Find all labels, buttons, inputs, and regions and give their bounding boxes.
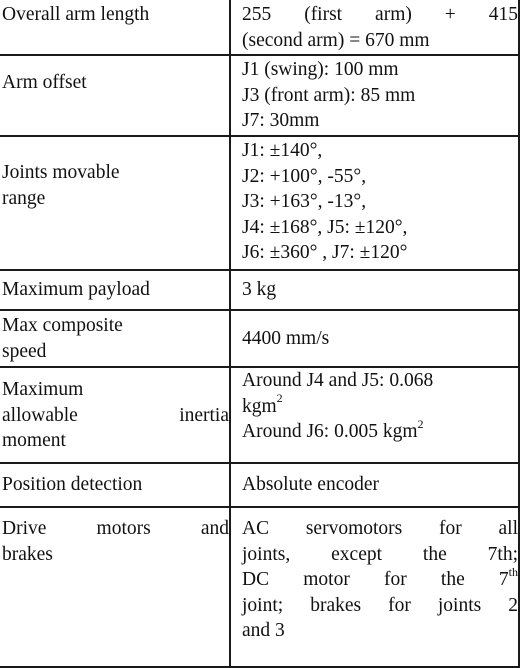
table-row — [0, 55, 519, 136]
param-cell — [0, 0, 230, 55]
param-label: Overall arm length — [2, 4, 150, 25]
value-cell — [230, 507, 519, 667]
value-text: joints, except the 7th; — [242, 543, 518, 565]
table-row — [0, 270, 519, 310]
value-text: J1 (swing): 100 mm — [242, 59, 399, 80]
param-cell — [0, 507, 230, 667]
table-row — [0, 310, 519, 367]
param-label: brakes — [2, 543, 53, 565]
param-label: Position detection — [2, 474, 143, 496]
table-row — [0, 507, 519, 667]
param-label: Arm offset — [2, 72, 87, 93]
value-text: Around J4 and J5: 0.068 — [242, 370, 434, 391]
value-text: 3 kg — [242, 279, 277, 301]
param-label: range — [2, 187, 46, 209]
value-text: joint; brakes for joints 2 — [242, 594, 518, 616]
param-label: Max composite — [2, 315, 123, 336]
value-cell — [230, 310, 519, 367]
value-text: and 3 — [242, 620, 285, 641]
value-text: J7: 30mm — [242, 110, 320, 131]
param-cell — [0, 55, 230, 136]
value-cell — [230, 0, 519, 55]
param-cell — [0, 310, 230, 367]
table-row — [0, 367, 519, 463]
value-text: Absolute encoder — [242, 474, 379, 496]
value-cell — [230, 136, 519, 270]
value-cell — [230, 367, 519, 463]
value-text: 255 (first arm) + 415 — [242, 4, 518, 25]
value-text: J6: ±360° , J7: ±120° — [242, 242, 408, 263]
value-text: DC motor for the 7th — [242, 564, 518, 590]
param-cell — [0, 136, 230, 270]
value-cell — [230, 463, 519, 507]
param-label: Maximum payload — [2, 279, 150, 301]
value-text: (second arm) = 670 mm — [242, 29, 430, 51]
value-text: kgm$^2$ — [242, 391, 283, 417]
value-text: J3 (front arm): 85 mm — [242, 84, 416, 106]
table-row — [0, 0, 519, 55]
param-label: speed — [2, 340, 47, 362]
param-label: Drive motors and — [2, 518, 229, 539]
param-cell — [0, 367, 230, 463]
table-row — [0, 463, 519, 507]
param-label: Maximum — [2, 379, 84, 400]
table-row — [0, 136, 519, 270]
value-text: J3: +163°, -13°, — [242, 191, 367, 212]
param-label: allowable inertia — [2, 404, 229, 426]
value-text: J1: ±140°, — [242, 140, 323, 161]
param-cell — [0, 270, 230, 310]
value-text: AC servomotors for all — [242, 518, 518, 539]
value-text: 4400 mm/s — [242, 327, 330, 349]
param-cell — [0, 463, 230, 507]
param-label: Joints movable — [2, 162, 120, 183]
param-label: moment — [2, 430, 66, 451]
value-text: J4: ±168°, J5: ±120°, — [242, 216, 408, 238]
value-cell — [230, 55, 519, 136]
value-text: J2: +100°, -55°, — [242, 165, 367, 187]
value-cell — [230, 270, 519, 310]
value-text: Around J6: 0.005 kgm$^2$ — [242, 416, 424, 442]
